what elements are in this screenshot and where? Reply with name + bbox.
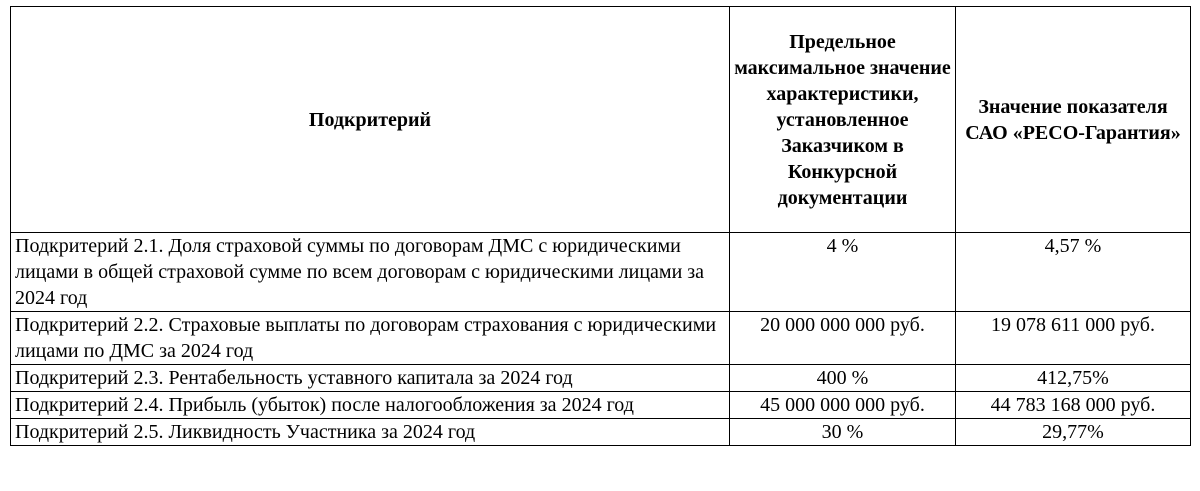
table-row [11,419,1191,446]
subcriterion-cell: Подкритерий 2.5. Ликвидность Участника за 2024 год [11,419,730,446]
table-row [11,312,1191,365]
criteria-table [10,6,1191,446]
reso-value-cell: 29,77% [956,419,1191,446]
max-value-cell: 4 % [730,233,956,312]
max-value-cell: 30 % [730,419,956,446]
max-value-cell: 400 % [730,365,956,392]
table-row [11,392,1191,419]
reso-value-cell: 412,75% [956,365,1191,392]
header-max-value: Предельное максимальное значение характеристики, установленное Заказчиком в Конкурсной документации [730,7,956,233]
header-reso-value: Значение показателя САО «РЕСО-Гарантия» [956,7,1191,233]
table-row [11,233,1191,312]
subcriterion-cell: Подкритерий 2.2. Страховые выплаты по договорам страхования с юридическими лицами по ДМС за 2024 год [11,312,730,365]
header-subcriterion: Подкритерий [11,7,730,233]
reso-value-cell: 4,57 % [956,233,1191,312]
subcriterion-cell: Подкритерий 2.4. Прибыль (убыток) после налогообложения за 2024 год [11,392,730,419]
table-row [11,365,1191,392]
subcriterion-cell: Подкритерий 2.1. Доля страховой суммы по договорам ДМС с юридическими лицами в общей страховой сумме по всем договорам с юридическими лицами за 2024 год [11,233,730,312]
reso-value-cell: 19 078 611 000 руб. [956,312,1191,365]
subcriterion-cell: Подкритерий 2.3. Рентабельность уставного капитала за 2024 год [11,365,730,392]
reso-value-cell: 44 783 168 000 руб. [956,392,1191,419]
max-value-cell: 45 000 000 000 руб. [730,392,956,419]
max-value-cell: 20 000 000 000 руб. [730,312,956,365]
table-header-row [11,7,1191,233]
